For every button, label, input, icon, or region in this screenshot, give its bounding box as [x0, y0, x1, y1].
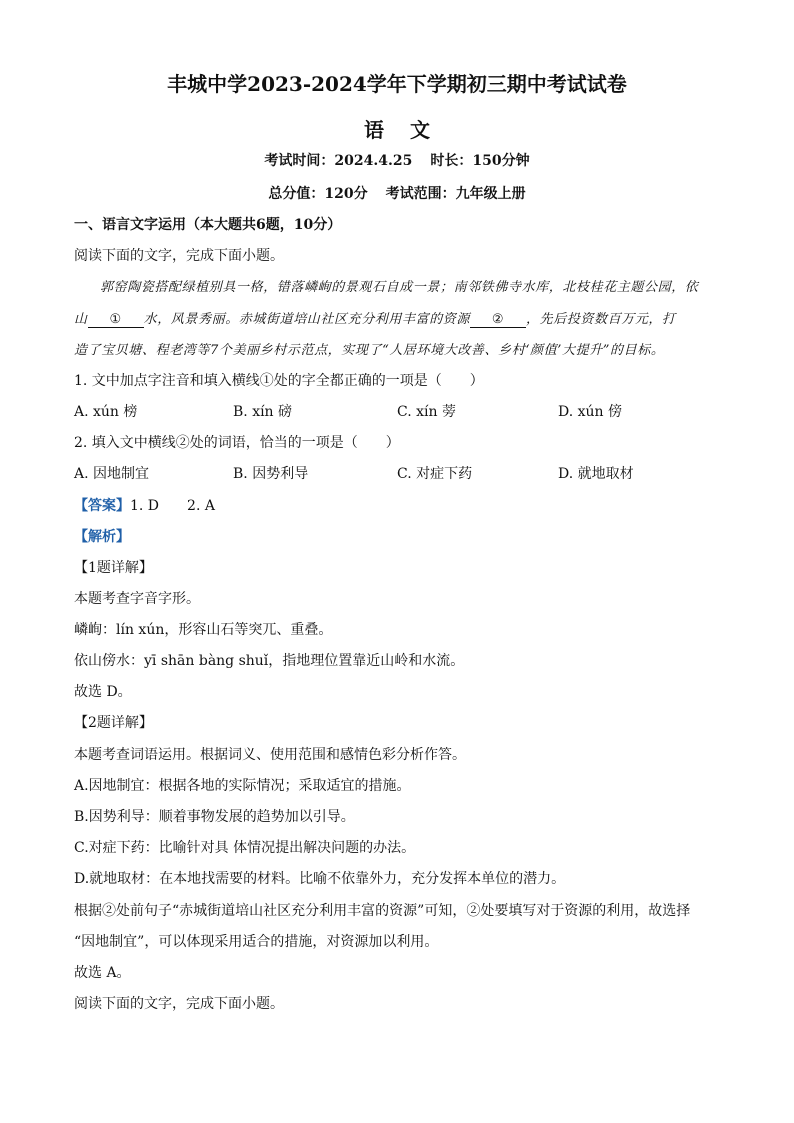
section-instruction: 阅读下面的文字，完成下面小题。 — [74, 248, 284, 264]
passage-line-3: 造了宝贝塘、程老湾等7个美丽乡村示范点，实现了“人居环境大改善、乡村‘颜值’大提升”的目标。 — [74, 343, 665, 358]
detail-2-line: A.因地制宜：根据各地的实际情况；采取适宜的措施。 — [74, 778, 411, 794]
passage-line-2: 山 ① 水，风景秀丽。赤城街道培山社区充分利用丰富的资源 ② ，先后投资数百万元，打 — [74, 312, 676, 327]
q2-option-c: C. 对症下药 — [397, 466, 473, 482]
blank-2: ② — [470, 312, 526, 328]
detail-1-line: 嶙峋：lín xún，形容山石等突兀、重叠。 — [74, 622, 333, 638]
detail-1-line: 本题考查字音字形。 — [74, 591, 200, 607]
detail-2-line: “因地制宜”，可以体现采用适合的措施，对资源加以利用。 — [74, 934, 439, 950]
q2-option-d: D. 就地取材 — [558, 466, 634, 482]
exam-time: 考试时间：2024.4.25 — [264, 153, 413, 169]
q1-option-b: B. xín 磅 — [233, 404, 293, 420]
detail-1-line: 故选 D。 — [74, 684, 132, 700]
detail-2-line: C.对症下药：比喻针对具 体情况提出解决问题的办法。 — [74, 840, 416, 856]
q2-option-a: A. 因地制宜 — [74, 466, 150, 482]
q1-option-d: D. xún 傍 — [558, 404, 623, 420]
detail-2-label: 【2题详解】 — [74, 715, 153, 731]
detail-2-line: D.就地取材：在本地找需要的材料。比喻不依靠外力，充分发挥本单位的潜力。 — [74, 871, 566, 887]
section-heading: 一、语言文字运用（本大题共6题，10分） — [74, 217, 342, 233]
exam-scope: 考试范围：九年级上册 — [385, 186, 526, 202]
exam-title: 丰城中学2023-2024学年下学期初三期中考试试卷 — [167, 72, 627, 96]
detail-2-line: B.因势利导：顺着事物发展的趋势加以引导。 — [74, 809, 355, 825]
next-instruction: 阅读下面的文字，完成下面小题。 — [74, 996, 284, 1012]
total-score: 总分值：120分 — [268, 186, 368, 202]
q2-option-b: B. 因势利导 — [233, 466, 309, 482]
answer-text: 1. D 2. A — [130, 498, 215, 514]
detail-1-label: 【1题详解】 — [74, 560, 153, 576]
detail-2-line: 本题考查词语运用。根据词义、使用范围和感情色彩分析作答。 — [74, 747, 466, 763]
subject-title: 语文 — [364, 118, 456, 142]
answer-line — [74, 495, 215, 515]
detail-2-line: 故选 A。 — [74, 965, 131, 981]
detail-1-line: 依山傍水：yī shān bàng shuǐ，指地理位置靠近山岭和水流。 — [74, 653, 465, 669]
exam-meta-line1 — [0, 150, 794, 170]
question-2-stem: 2. 填入文中横线②处的词语，恰当的一项是（ ） — [74, 435, 400, 451]
q1-option-c: C. xín 蒡 — [397, 404, 456, 420]
exam-duration: 时长：150分钟 — [430, 153, 530, 169]
question-1-stem: 1. 文中加点字注音和填入横线①处的字全都正确的一项是（ ） — [74, 373, 484, 389]
q1-option-a: A. xún 榜 — [74, 404, 138, 420]
detail-2-line: 根据②处前句子“赤城街道培山社区充分利用丰富的资源”可知，②处要填写对于资源的利用，故选择 — [74, 903, 691, 919]
analysis-label: 【解析】 — [74, 529, 130, 545]
exam-meta-line2 — [0, 183, 794, 203]
answer-label: 【答案】 — [74, 498, 130, 514]
passage-line-1: 郭窑陶瓷搭配绿植别具一格，错落嶙峋的景观石自成一景；南邻铁佛寺水库，北枝桂花主题公园，依 — [100, 280, 699, 295]
blank-1: ① — [88, 312, 144, 328]
